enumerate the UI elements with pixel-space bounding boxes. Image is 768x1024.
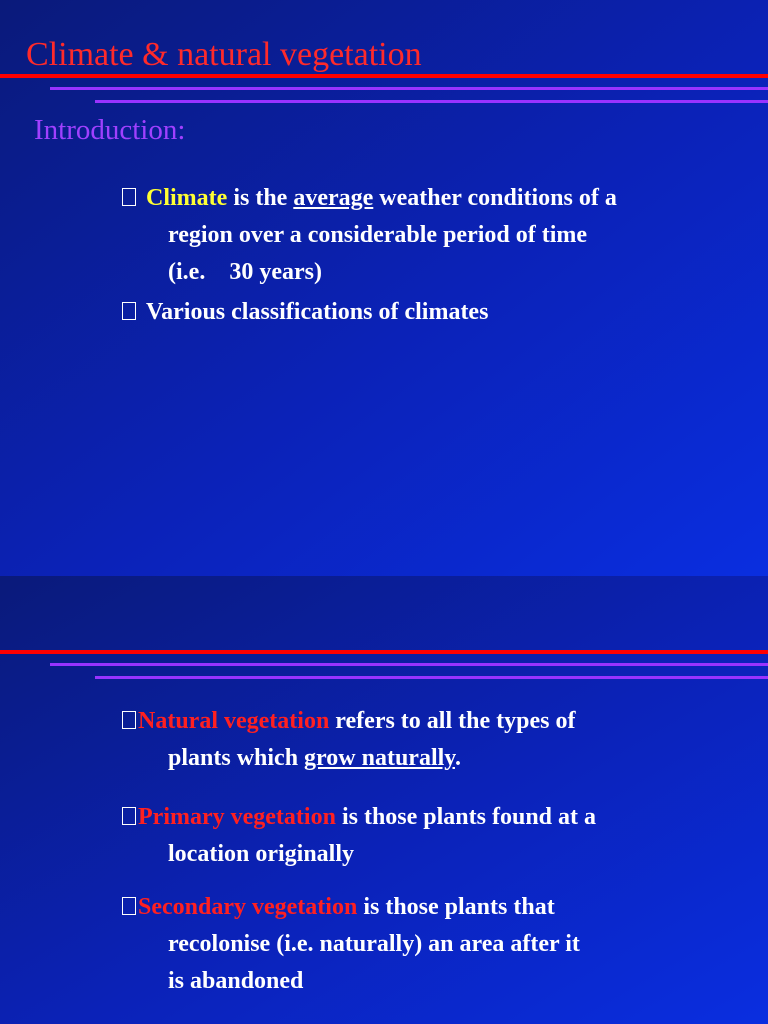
bullet-climate-definition: [122, 180, 742, 291]
title-rule-red: [0, 74, 768, 78]
bullet-text: .: [454, 745, 461, 771]
bullet-continuation: recolonise (i.e. naturally) an area after it: [168, 931, 580, 957]
underlined-term: average: [293, 185, 374, 211]
keyword-natural-vegetation: Natural vegetation: [138, 708, 330, 734]
bullet-primary-vegetation: [122, 799, 742, 873]
title-rule-purple-2: [95, 676, 768, 679]
bullet-text: refers to all the types of: [329, 708, 576, 734]
bullet-box-icon: [122, 188, 136, 206]
slide-natural-vegetation: [0, 576, 768, 1024]
bullet-box-icon: [122, 711, 136, 729]
title-rule-purple-1: [50, 663, 768, 666]
title-rule-red: [0, 650, 768, 654]
bullet-box-icon: [122, 897, 136, 915]
keyword-climate: Climate: [146, 185, 228, 211]
bullet-continuation: region over a considerable period of time: [168, 222, 588, 248]
bullet-text: is those plants that: [357, 894, 555, 920]
bullet-continuation: location originally: [168, 841, 354, 867]
bullet-text: weather conditions of a: [373, 185, 617, 211]
bullet-text: Various classifications of climates: [146, 299, 489, 325]
bullet-text: plants which: [168, 745, 305, 771]
keyword-secondary-vegetation: Secondary vegetation: [138, 894, 358, 920]
section-heading: Introduction:: [34, 114, 186, 146]
bullet-continuation: (i.e. 30 years): [168, 259, 322, 285]
bullet-natural-vegetation: [122, 703, 742, 777]
underlined-term: grow naturally: [304, 745, 455, 771]
keyword-primary-vegetation: Primary vegetation: [138, 804, 336, 830]
title-rule-purple-1: [50, 87, 768, 90]
bullet-text: is the: [227, 185, 294, 211]
bullet-secondary-vegetation: [122, 889, 742, 1000]
bullet-box-icon: [122, 807, 136, 825]
bullet-classifications: [122, 294, 742, 331]
bullet-box-icon: [122, 302, 136, 320]
bullet-continuation: is abandoned: [168, 968, 304, 994]
slide-title: Climate & natural vegetation: [26, 36, 422, 73]
bullet-continuation: [122, 740, 742, 777]
title-rule-purple-2: [95, 100, 768, 103]
bullet-text: is those plants found at a: [335, 804, 596, 830]
